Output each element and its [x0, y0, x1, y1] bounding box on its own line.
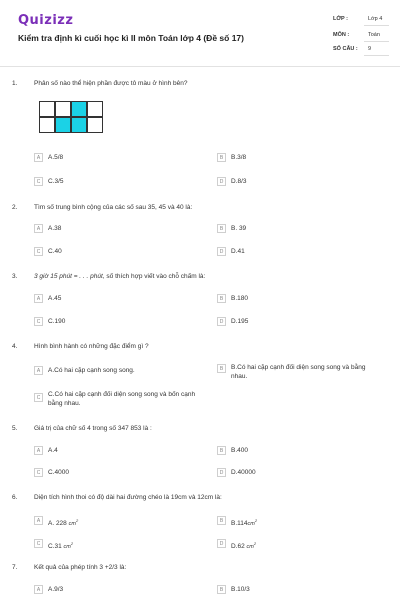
- option-c[interactable]: [34, 177, 64, 189]
- option-letter: C: [34, 393, 43, 402]
- shaded-cell: [71, 101, 87, 117]
- option-a[interactable]: [34, 366, 135, 378]
- option-d[interactable]: [217, 247, 245, 259]
- option-letter: D: [217, 177, 226, 186]
- question-7: [12, 564, 388, 600]
- question-number: 4.: [12, 343, 18, 350]
- subject-underline: [364, 41, 389, 42]
- subject-value: Toán: [368, 32, 380, 38]
- option-text: A.9/3: [48, 586, 64, 593]
- option-letter: C: [34, 177, 43, 186]
- option-b[interactable]: [217, 153, 246, 165]
- option-value: D.62: [231, 543, 247, 550]
- option-text: D.41: [231, 248, 245, 255]
- option-d[interactable]: [217, 468, 256, 480]
- option-b[interactable]: [217, 364, 381, 384]
- grade-label: LỚP :: [333, 16, 348, 22]
- option-text: A.45: [48, 295, 62, 302]
- option-text: B.400: [231, 447, 248, 454]
- option-letter: C: [34, 247, 43, 256]
- option-letter: C: [34, 539, 43, 548]
- option-text: B.Có hai cặp cạnh đối diện song song và bằng nhau.: [231, 364, 366, 380]
- option-letter: D: [217, 468, 226, 477]
- unshaded-cell: [87, 101, 103, 117]
- question-text: Diện tích hình thoi có độ dài hai đường chéo là 19cm và 12cm là:: [34, 494, 222, 501]
- option-letter: C: [34, 468, 43, 477]
- unit-exponent: 2: [70, 541, 74, 546]
- unshaded-cell: [39, 117, 55, 133]
- unit-exponent: 2: [254, 518, 258, 523]
- option-letter: B: [217, 294, 226, 303]
- option-text: A.5/8: [48, 154, 64, 161]
- option-letter: B: [217, 516, 226, 525]
- option-text: A.Có hai cặp cạnh song song.: [48, 367, 135, 374]
- option-text: A.4: [48, 447, 58, 454]
- option-b[interactable]: [217, 516, 257, 528]
- option-text: C.190: [48, 318, 66, 325]
- question-3: [12, 273, 388, 333]
- option-text: B.180: [231, 295, 248, 302]
- unit-cm: cm: [63, 544, 71, 550]
- option-letter: A: [34, 294, 43, 303]
- option-letter: A: [34, 224, 43, 233]
- option-text: C.40: [48, 248, 62, 255]
- option-value: B.114: [231, 520, 248, 527]
- option-c[interactable]: [34, 391, 198, 411]
- question-expression: 3 giờ 15 phút = . . . phút,: [34, 273, 105, 280]
- subject-label: MÔN :: [333, 32, 350, 38]
- grade-value: Lớp 4: [368, 16, 383, 22]
- option-text: C.4000: [48, 469, 69, 476]
- shaded-cell: [71, 117, 87, 133]
- worksheet-header: [0, 0, 400, 66]
- option-text: [231, 516, 257, 529]
- question-text: Hình bình hành có những đặc điểm gì ?: [34, 343, 149, 350]
- question-text: Phân số nào thể hiện phần được tô màu ở hình bên?: [34, 80, 188, 87]
- option-text: D.8/3: [231, 178, 247, 185]
- option-a[interactable]: [34, 153, 63, 165]
- option-value: A. 228: [48, 520, 69, 527]
- unit-cm: cm: [246, 544, 254, 550]
- option-b[interactable]: [217, 446, 248, 458]
- option-d[interactable]: [217, 539, 256, 551]
- option-letter: C: [34, 317, 43, 326]
- question-number: 5.: [12, 425, 18, 432]
- unit-exponent: 2: [75, 518, 79, 523]
- option-letter: D: [217, 539, 226, 548]
- question-text: Giá trị của chữ số 4 trong số 347 853 là :: [34, 425, 152, 432]
- option-text: B.10/3: [231, 586, 250, 593]
- quizizz-logo: Quizizz: [18, 13, 74, 28]
- question-count-underline: [364, 55, 389, 56]
- option-a[interactable]: [34, 294, 61, 306]
- shaded-cell: [55, 117, 71, 133]
- question-4: [12, 343, 388, 415]
- option-value: C.31: [48, 543, 64, 550]
- question-number: 1.: [12, 80, 18, 87]
- question-text: Kết quả của phép tính 3 +2/3 là:: [34, 564, 127, 571]
- option-b[interactable]: [217, 294, 248, 306]
- question-2: [12, 204, 388, 264]
- option-letter: B: [217, 153, 226, 162]
- option-a[interactable]: [34, 224, 61, 236]
- header-divider: [0, 66, 400, 67]
- option-text: [48, 516, 78, 529]
- question-text: Tìm số trung bình cộng của các số sau 35, 45 và 40 là:: [34, 204, 193, 211]
- option-c[interactable]: [34, 468, 69, 480]
- question-number: 6.: [12, 494, 18, 501]
- unshaded-cell: [39, 101, 55, 117]
- option-a[interactable]: [34, 446, 58, 458]
- option-letter: A: [34, 366, 43, 375]
- option-text: [231, 539, 256, 552]
- option-letter: A: [34, 585, 43, 594]
- quiz-title: Kiểm tra định kì cuối học kì II môn Toán lớp 4 (Đề số 17): [18, 33, 244, 43]
- option-d[interactable]: [217, 317, 248, 329]
- option-letter: B: [217, 585, 226, 594]
- question-5: [12, 425, 388, 485]
- question-count-label: SỐ CÂU :: [333, 46, 358, 52]
- option-letter: D: [217, 247, 226, 256]
- unit-exponent: 2: [253, 541, 257, 546]
- question-number: 3.: [12, 273, 18, 280]
- option-text: D.40000: [231, 469, 256, 476]
- option-letter: A: [34, 446, 43, 455]
- option-text: C.Có hai cặp cạnh đối diện song song và bốn cạnh bằng nhau.: [48, 391, 196, 407]
- option-a[interactable]: [34, 516, 78, 528]
- option-letter: D: [217, 317, 226, 326]
- option-letter: A: [34, 153, 43, 162]
- option-letter: B: [217, 224, 226, 233]
- question-6: [12, 494, 388, 554]
- option-a[interactable]: [34, 585, 63, 597]
- question-number: 7.: [12, 564, 18, 571]
- unshaded-cell: [87, 117, 103, 133]
- option-text: D.195: [231, 318, 249, 325]
- unit-cm: cm: [247, 521, 255, 527]
- unshaded-cell: [55, 101, 71, 117]
- option-c[interactable]: [34, 247, 62, 259]
- question-text: [34, 273, 205, 280]
- option-text: C.3/5: [48, 178, 64, 185]
- option-text: B. 39: [231, 225, 247, 232]
- option-letter: B: [217, 446, 226, 455]
- option-text: [48, 539, 73, 552]
- grade-underline: [364, 25, 389, 26]
- question-1: [12, 80, 388, 190]
- option-c[interactable]: [34, 317, 65, 329]
- option-text: B.3/8: [231, 154, 247, 161]
- question-number: 2.: [12, 204, 18, 211]
- option-c[interactable]: [34, 539, 73, 551]
- option-b[interactable]: [217, 585, 250, 597]
- question-text-rest: số thích hợp viết vào chỗ chấm là:: [104, 273, 206, 280]
- option-d[interactable]: [217, 177, 247, 189]
- option-b[interactable]: [217, 224, 246, 236]
- option-letter: A: [34, 516, 43, 525]
- question-count-value: 9: [368, 46, 372, 52]
- option-letter: B: [217, 364, 226, 373]
- option-text: A.38: [48, 225, 62, 232]
- unit-cm: cm: [68, 521, 76, 527]
